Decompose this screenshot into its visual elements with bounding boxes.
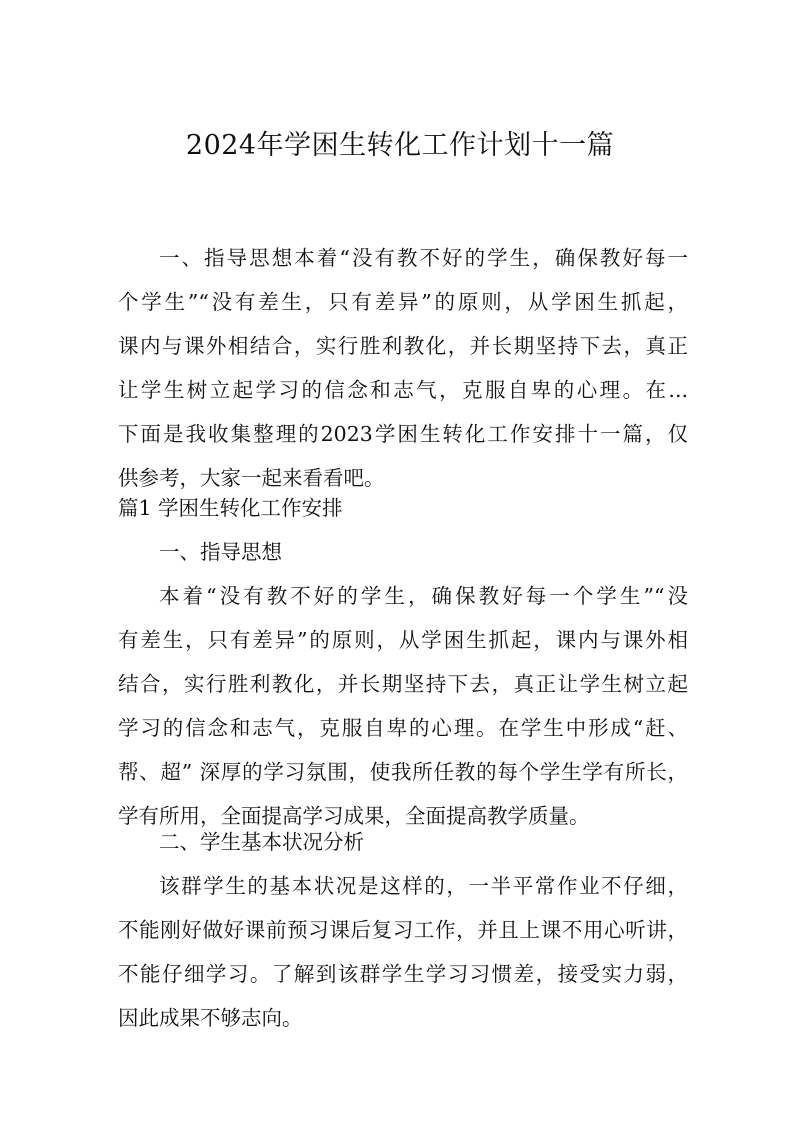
section-heading: 二、学生基本状况分析 [159,830,364,854]
text-line: 不能刚好做好课前预习课后复习工作，并且上课不用心听讲， [118,918,688,942]
document-title: 2024年学困生转化工作计划十一篇 [185,130,615,161]
text-line: 让学生树立起学习的信念和志气，克服自卑的心理。在... [118,378,688,402]
text-line: 本着“没有教不好的学生，确保教好每一个学生”“没 [159,584,688,608]
text-line: 供参考，大家一起来看看吧。 [118,466,385,490]
text-line: 结合，实行胜利教化，并长期坚持下去，真正让学生树立起 [118,672,688,696]
chapter-heading-block [118,486,688,530]
text-line: 下面是我收集整理的2023学困生转化工作安排十一篇，仅 [118,422,688,446]
text-line: 课内与课外相结合，实行胜利教化，并长期坚持下去，真正 [118,334,688,358]
text-line: 有差生，只有差异”的原则，从学困生抓起，课内与课外相 [118,628,688,652]
text-line: 一、指导思想本着“没有教不好的学生，确保教好每一 [159,246,688,270]
chapter-heading: 篇1 学困生转化工作安排 [118,496,343,520]
section-1 [118,530,688,838]
text-line: 学有所用，全面提高学习成果，全面提高教学质量。 [118,804,590,828]
text-line: 学习的信念和志气，克服自卑的心理。在学生中形成“赶、 [118,716,688,740]
text-line: 该群学生的基本状况是这样的，一半平常作业不仔细， [159,874,688,898]
intro-paragraph [118,236,688,500]
text-line: 帮、超” 深厚的学习氛围，使我所任教的每个学生学有所长， [118,760,688,784]
section-2 [118,820,688,1040]
text-line: 不能仔细学习。了解到该群学生学习习惯差，接受实力弱， [118,962,688,986]
text-line: 个学生”“没有差生，只有差异”的原则，从学困生抓起， [118,290,688,314]
section-heading: 一、指导思想 [159,540,282,564]
text-line: 因此成果不够志向。 [118,1006,303,1030]
